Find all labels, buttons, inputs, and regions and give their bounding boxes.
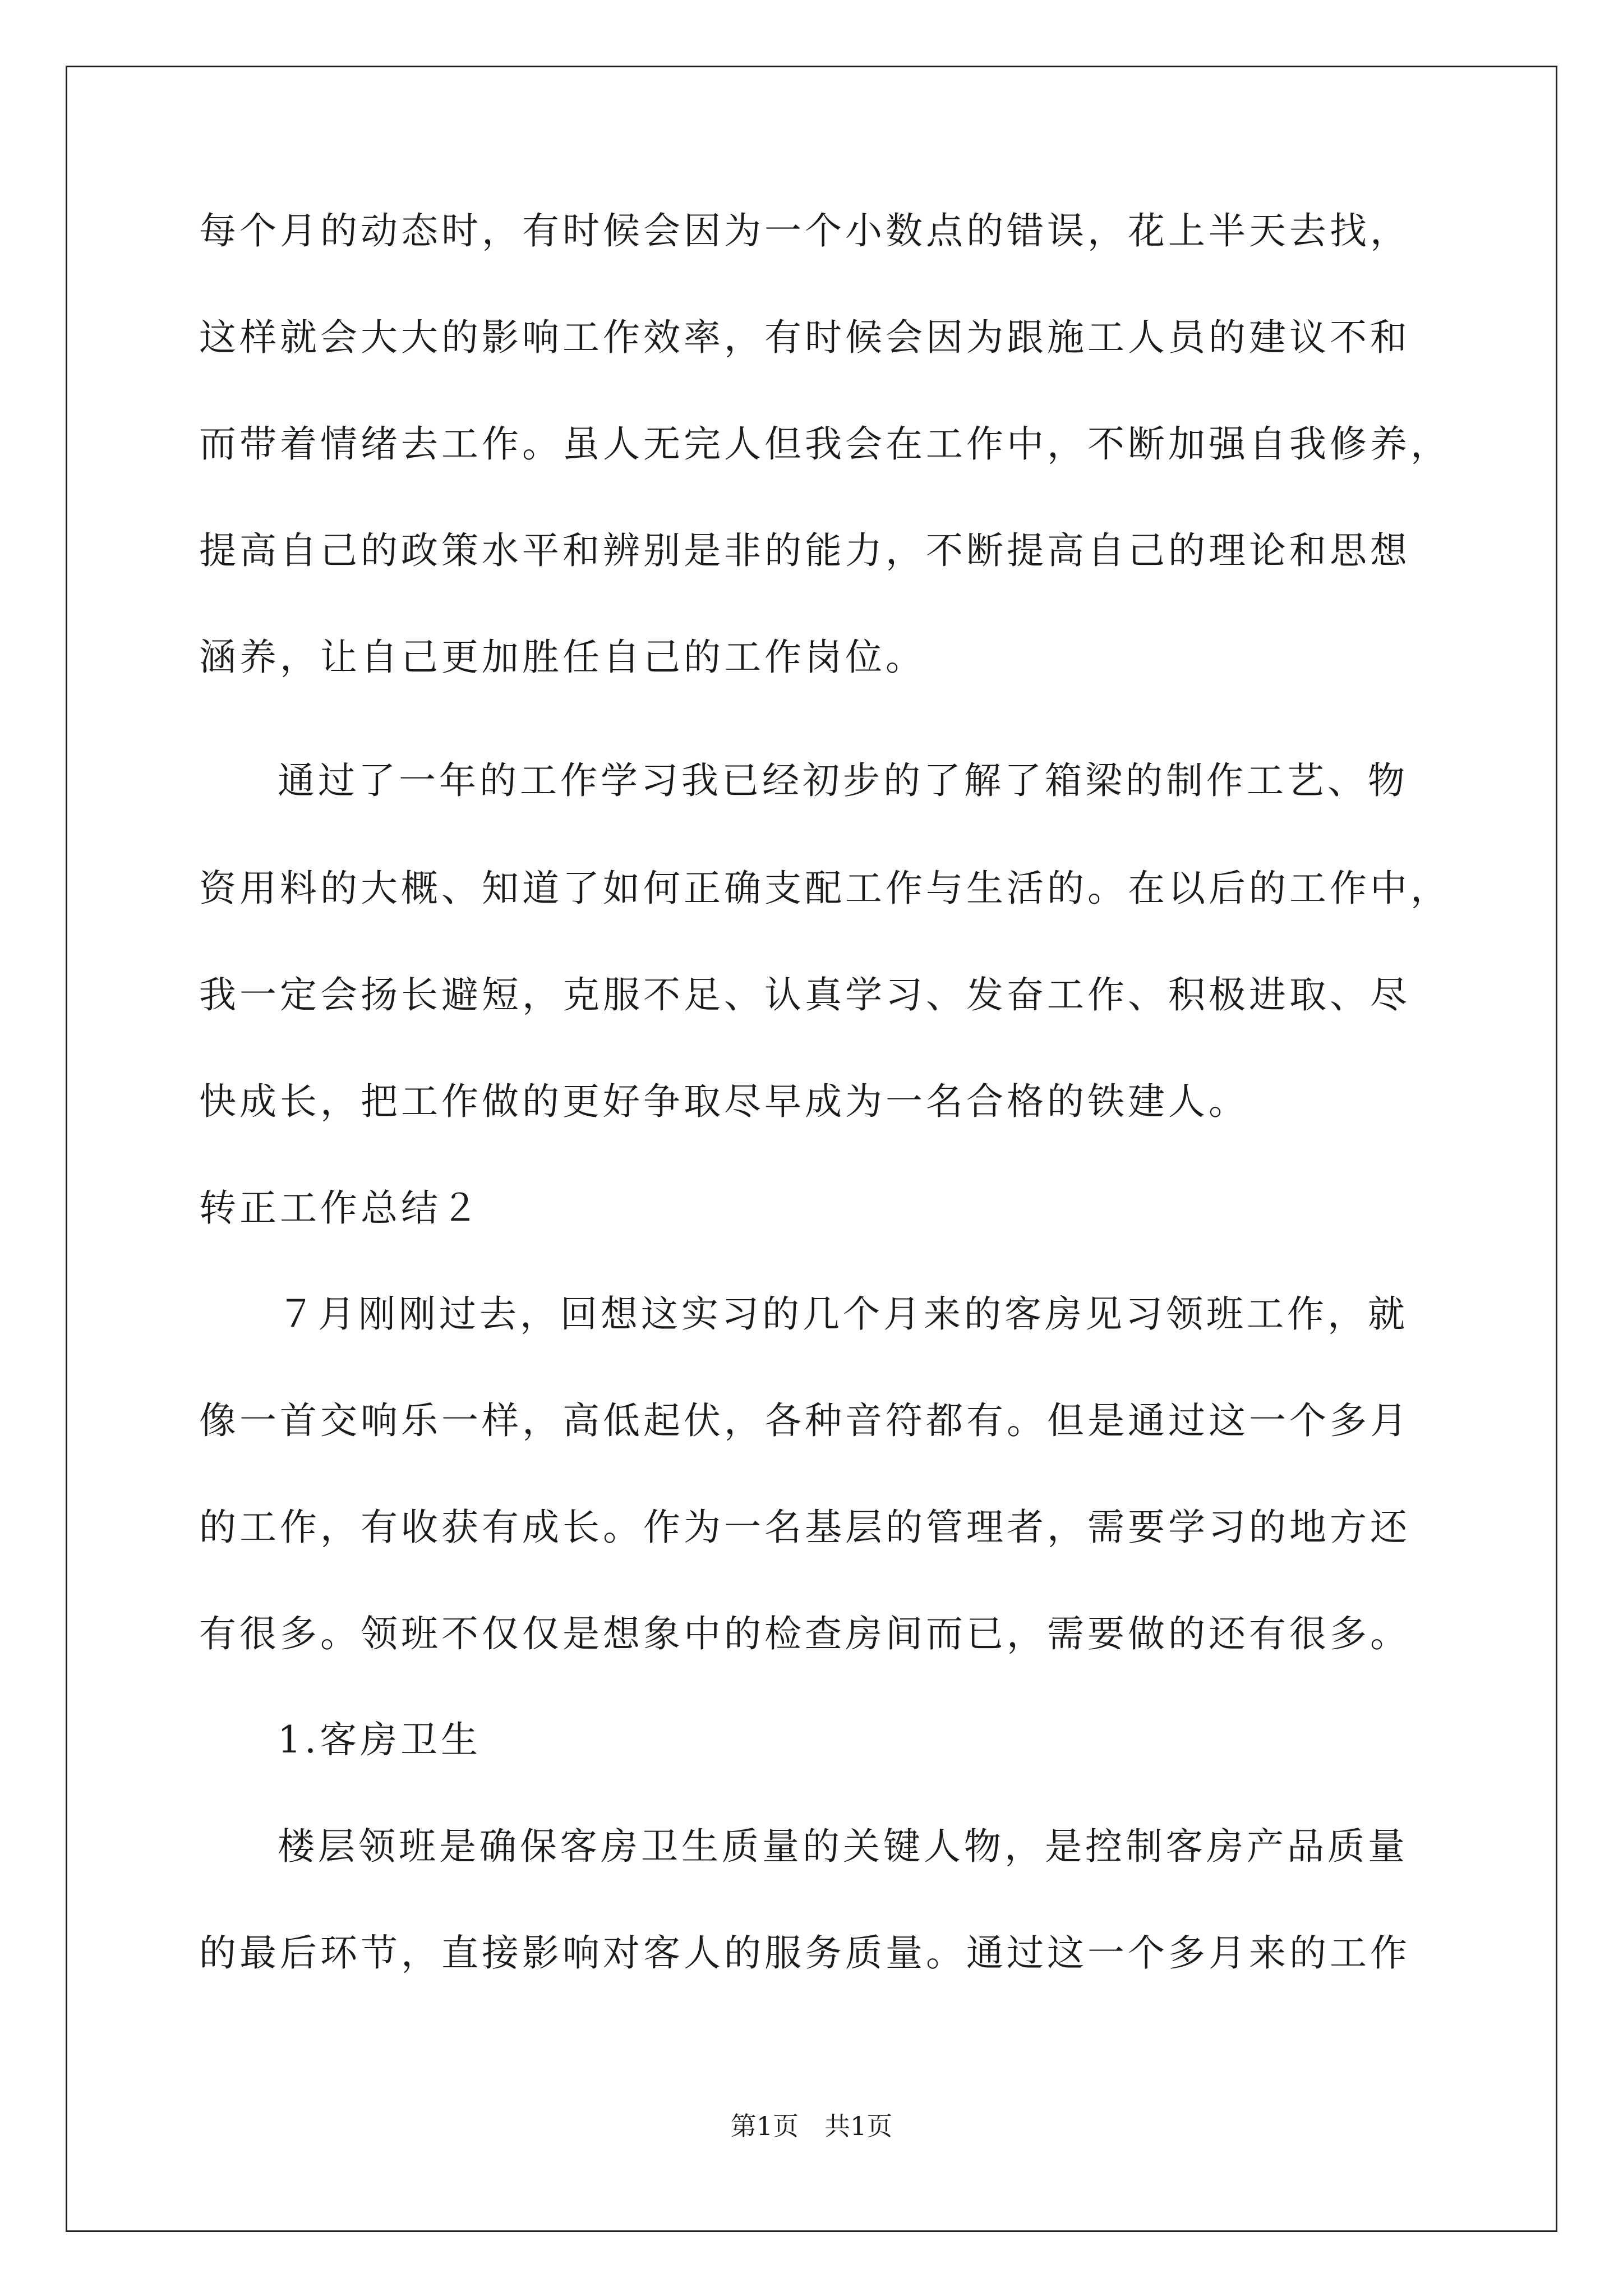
body-text-line: 而带着情绪去工作。虽人无完人但我会在工作中，不断加强自我修养， xyxy=(199,422,1451,466)
body-text-line: 涵养，让自己更加胜任自己的工作岗位。 xyxy=(199,636,926,679)
body-text-line: 快成长，把工作做的更好争取尽早成为一名合格的铁建人。 xyxy=(199,1080,1249,1123)
page-border xyxy=(66,66,1557,2232)
paragraph-first-line: ７月刚刚过去，回想这实习的几个月来的客房见习领班工作，就 xyxy=(278,1292,1408,1336)
paragraph-first-line: 通过了一年的工作学习我已经初步的了解了箱梁的制作工艺、物 xyxy=(278,759,1408,802)
body-text-line: 每个月的动态时，有时候会因为一个小数点的错误，花上半天去找， xyxy=(199,209,1410,252)
body-text-line: 的最后环节，直接影响对客人的服务质量。通过这一个多月来的工作 xyxy=(199,1931,1410,1975)
paragraph-first-line: 楼层领班是确保客房卫生质量的关键人物，是控制客房产品质量 xyxy=(278,1825,1408,1868)
body-text-line: 我一定会扬长避短，克服不足、认真学习、发奋工作、积极进取、尽 xyxy=(199,973,1410,1016)
body-text-line: 的工作，有收获有成长。作为一名基层的管理者，需要学习的地方还 xyxy=(199,1506,1410,1549)
section-heading: 转正工作总结２ xyxy=(199,1186,482,1230)
body-text-line: 资用料的大概、知道了如何正确支配工作与生活的。在以后的工作中， xyxy=(199,867,1451,910)
body-text-line: 提高自己的政策水平和辨别是非的能力，不断提高自己的理论和思想 xyxy=(199,529,1410,572)
body-text-line: 这样就会大大的影响工作效率，有时候会因为跟施工人员的建议不和 xyxy=(199,316,1410,359)
numbered-subheading: 1.客房卫生 xyxy=(278,1718,481,1761)
body-text-line: 有很多。领班不仅仅是想象中的检查房间而已，需要做的还有很多。 xyxy=(199,1612,1410,1655)
page-footer: 第1页 共1页 xyxy=(730,2111,893,2141)
body-text-line: 像一首交响乐一样，高低起伏，各种音符都有。但是通过这一个多月 xyxy=(199,1399,1410,1442)
